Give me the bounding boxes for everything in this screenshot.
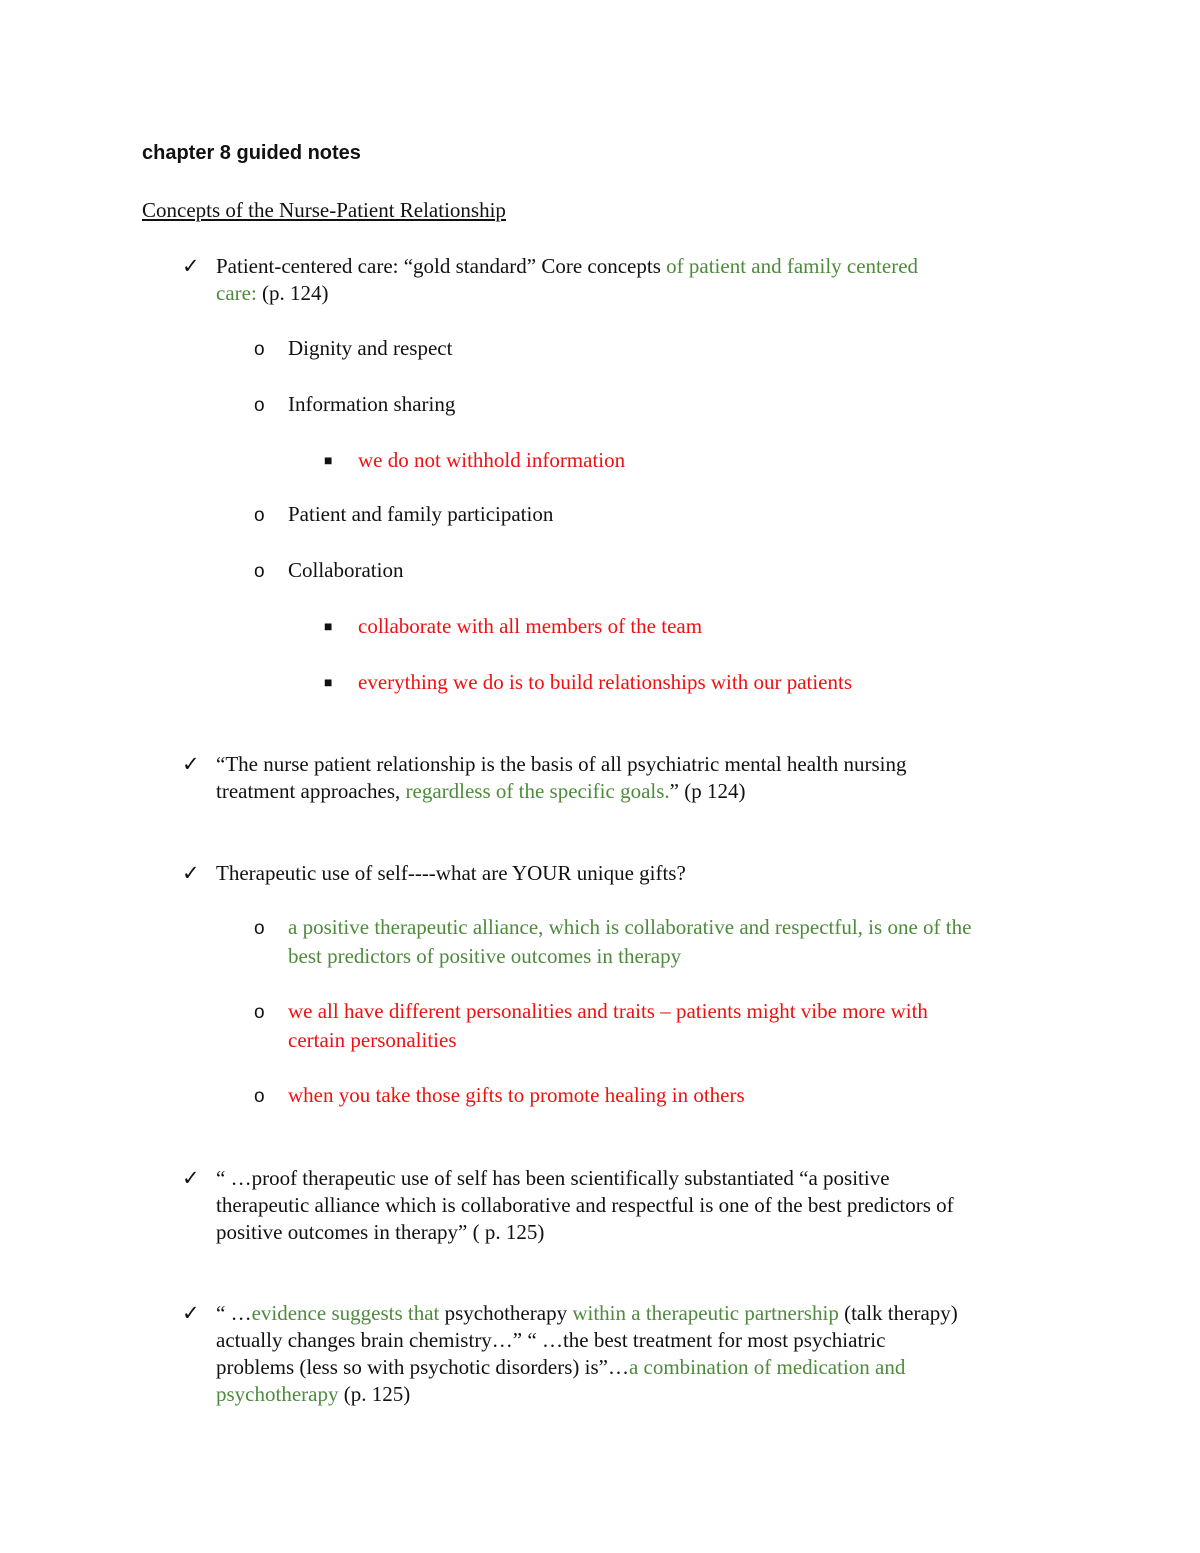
list-item-info-sharing: Information sharing [288,392,456,416]
list-item-dignity: Dignity and respect [288,336,453,360]
circle-bullet-icon: o [254,1002,265,1023]
quote3-page-ref: (p. 125) [338,1382,411,1406]
note-build-relationships: everything we do is to build relationships with our patients [358,670,853,694]
checkmark-icon: ✓ [182,752,200,776]
quote3-highlight: within a therapeutic partnership [572,1301,839,1325]
square-bullet-icon: ■ [324,620,333,635]
quote3-open: “ … [216,1301,252,1325]
alliance-line-2: best predictors of positive outcomes in therapy [288,944,682,968]
list-item-participation: Patient and family participation [288,502,554,526]
circle-bullet-icon: o [254,395,265,416]
note-gifts: when you take those gifts to promote healing in others [288,1083,745,1107]
page-title: chapter 8 guided notes [142,142,361,164]
quote1-line-2 [216,778,745,805]
square-bullet-icon: ■ [324,454,333,469]
circle-bullet-icon: o [254,339,265,360]
quote3-line-3 [216,1354,905,1381]
quote3-text: (talk therapy) [838,1301,958,1325]
circle-bullet-icon: o [254,505,265,526]
quote2-line-1: “ …proof therapeutic use of self has been scientifically substantiated “a positive [216,1166,890,1190]
note-collab-team: collaborate with all members of the team [358,614,703,638]
quote2-line-2: therapeutic alliance which is collaborative and respectful is one of the best predictors of [216,1193,954,1217]
quote3-text: problems (less so with psychotic disorders) is”… [216,1355,629,1379]
quote3-line-4 [216,1381,410,1408]
personalities-line-1: we all have different personalities and traits – patients might vibe more with [288,999,928,1023]
quote3-highlight: evidence suggests that [251,1301,445,1325]
quote3-line-2: actually changes brain chemistry…” “ …the best treatment for most psychiatric [216,1328,886,1352]
quote2-line-3: positive outcomes in therapy” ( p. 125) [216,1220,545,1244]
section-heading: Concepts of the Nurse-Patient Relationship [142,198,506,222]
pcc-line-1 [216,253,918,280]
circle-bullet-icon: o [254,561,265,582]
checkmark-icon: ✓ [182,1166,200,1190]
pcc-text: Patient-centered care: “gold standard” Core concepts [216,254,667,278]
list-item-collaboration: Collaboration [288,558,404,582]
quote3-highlight: psychotherapy [216,1382,339,1406]
checkmark-icon: ✓ [182,254,200,278]
alliance-line-1: a positive therapeutic alliance, which is collaborative and respectful, is one of the [288,915,972,939]
quote1-page-ref: ” (p 124) [669,779,746,803]
quote3-text: psychotherapy [444,1301,573,1325]
pcc-line-2 [216,280,329,307]
quote3-line-1 [216,1300,958,1327]
checkmark-icon: ✓ [182,1301,200,1325]
quote3-highlight: a combination of medication and [628,1355,906,1379]
personalities-line-2: certain personalities [288,1028,457,1052]
quote1-line-1: “The nurse patient relationship is the basis of all psychiatric mental health nursing [216,752,907,776]
circle-bullet-icon: o [254,918,265,939]
note-withhold: we do not withhold information [358,448,626,472]
therapeutic-use-item: Therapeutic use of self----what are YOUR unique gifts? [216,861,686,885]
circle-bullet-icon: o [254,1086,265,1107]
pcc-page-ref: (p. 124) [256,281,329,305]
quote1-highlight: regardless of the specific goals. [405,779,670,803]
checkmark-icon: ✓ [182,861,200,885]
pcc-highlight-cont: care: [216,281,257,305]
pcc-highlight: of patient and family centered [666,254,919,278]
square-bullet-icon: ■ [324,676,333,691]
quote1-text: treatment approaches, [216,779,406,803]
